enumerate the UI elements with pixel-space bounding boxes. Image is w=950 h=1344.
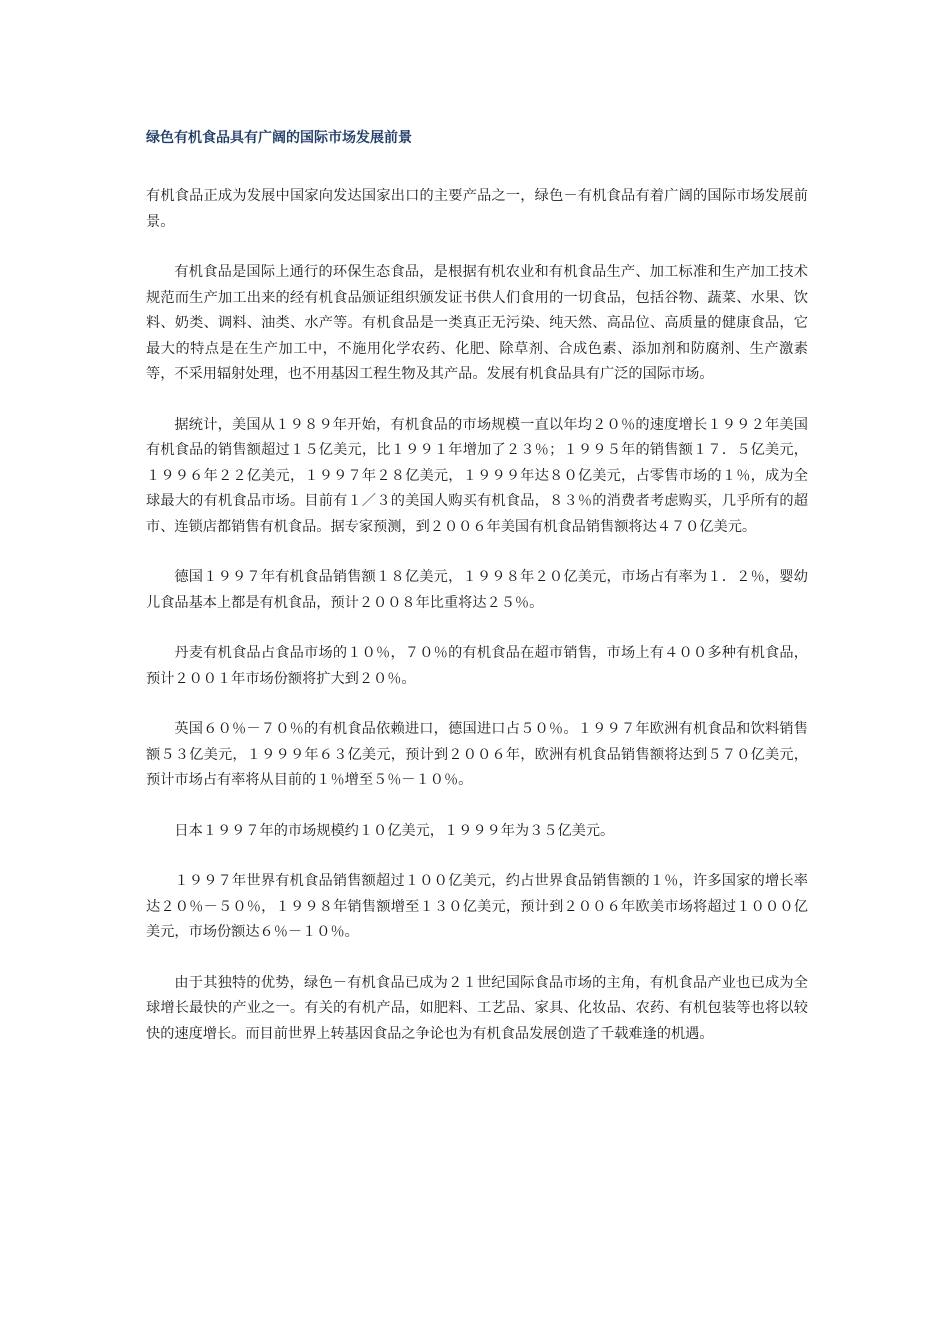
paragraph-uk-europe-market: 英国６０％－７０％的有机食品依赖进口，德国进口占５０％。１９９７年欧洲有机食品和饮料销售额５３亿美元，１９９９年６３亿美元，预计到２００６年，欧洲有机食品销售额将达到５７０亿美元，预计市场占有率将从目前的１％增至５％－１０％。 [146, 721, 808, 788]
paragraph-conclusion: 由于其独特的优势，绿色－有机食品已成为２１世纪国际食品市场的主角，有机食品产业也已成为全球增长最快的产业之一。有关的有机产品，如肥料、工艺品、家具、化妆品、农药、有机包装等也将以较快的速度增长。而目前世界上转基因食品之争论也为有机食品发展创造了千载难逢的机遇。 [146, 974, 808, 1042]
paragraph-germany-market: 德国１９９７年有机食品销售额１８亿美元，１９９８年２０亿美元，市场占有率为１．２％，婴幼儿食品基本上都是有机食品，预计２００８年比重将达２５％。 [146, 569, 808, 611]
paragraph-organic-definition: 有机食品是国际上通行的环保生态食品，是根据有机农业和有机食品生产、加工标准和生产加工技术规范而生产加工出来的经有机食品颁证组织颁发证书供人们食用的一切食品，包括谷物、蔬菜、水果、饮料、奶类、调料、油类、水产等。有机食品是一类真正无污染、纯天然、高品位、高质量的健康食品，它最大的特点是在生产加工中，不施用化学农药、化肥、除草剂、合成色素、添加剂和防腐剂、生产激素等，不采用辐射处理，也不用基因工程生物及其产品。发展有机食品具有广泛的国际市场。 [146, 264, 808, 382]
article-title: 绿色有机食品具有广阔的国际市场发展前景 [146, 130, 412, 146]
intro-paragraph: 有机食品正成为发展中国家向发达国家出口的主要产品之一，绿色－有机食品有着广阔的国际市场发展前景。 [146, 188, 808, 230]
paragraph-world-market: １９９７年世界有机食品销售额超过１００亿美元，约占世界食品销售额的１％，许多国家的增长率达２０％－５０％，１９９８年销售额增至１３０亿美元，预计到２００６年欧美市场将超过１０００亿美元，市场份额达６％－１０％。 [146, 873, 808, 940]
paragraph-japan-market: 日本１９９７年的市场规模约１０亿美元，１９９９年为３５亿美元。 [174, 822, 615, 839]
document-page [146, 118, 808, 1072]
paragraph-usa-market: 据统计，美国从１９８９年开始，有机食品的市场规模一直以年均２０％的速度增长１９９２年美国有机食品的销售额超过１５亿美元，比１９９１年增加了２３％；１９９５年的销售额１７．５亿美元，１９９６年２２亿美元，１９９７年２８亿美元，１９９９年达８０亿美元，占零售市场的１％，成为全球最大的有机食品市场。目前有１／３的美国人购买有机食品，８３％的消费者考虑购买，几乎所有的超市、连锁店都销售有机食品。据专家预测，到２００６年美国有机食品销售额将达４７０亿美元。 [146, 416, 808, 535]
paragraph-denmark-market: 丹麦有机食品占食品市场的１０％，７０％的有机食品在超市销售，市场上有４００多种有机食品，预计２００１年市场份额将扩大到２０％。 [146, 645, 808, 687]
